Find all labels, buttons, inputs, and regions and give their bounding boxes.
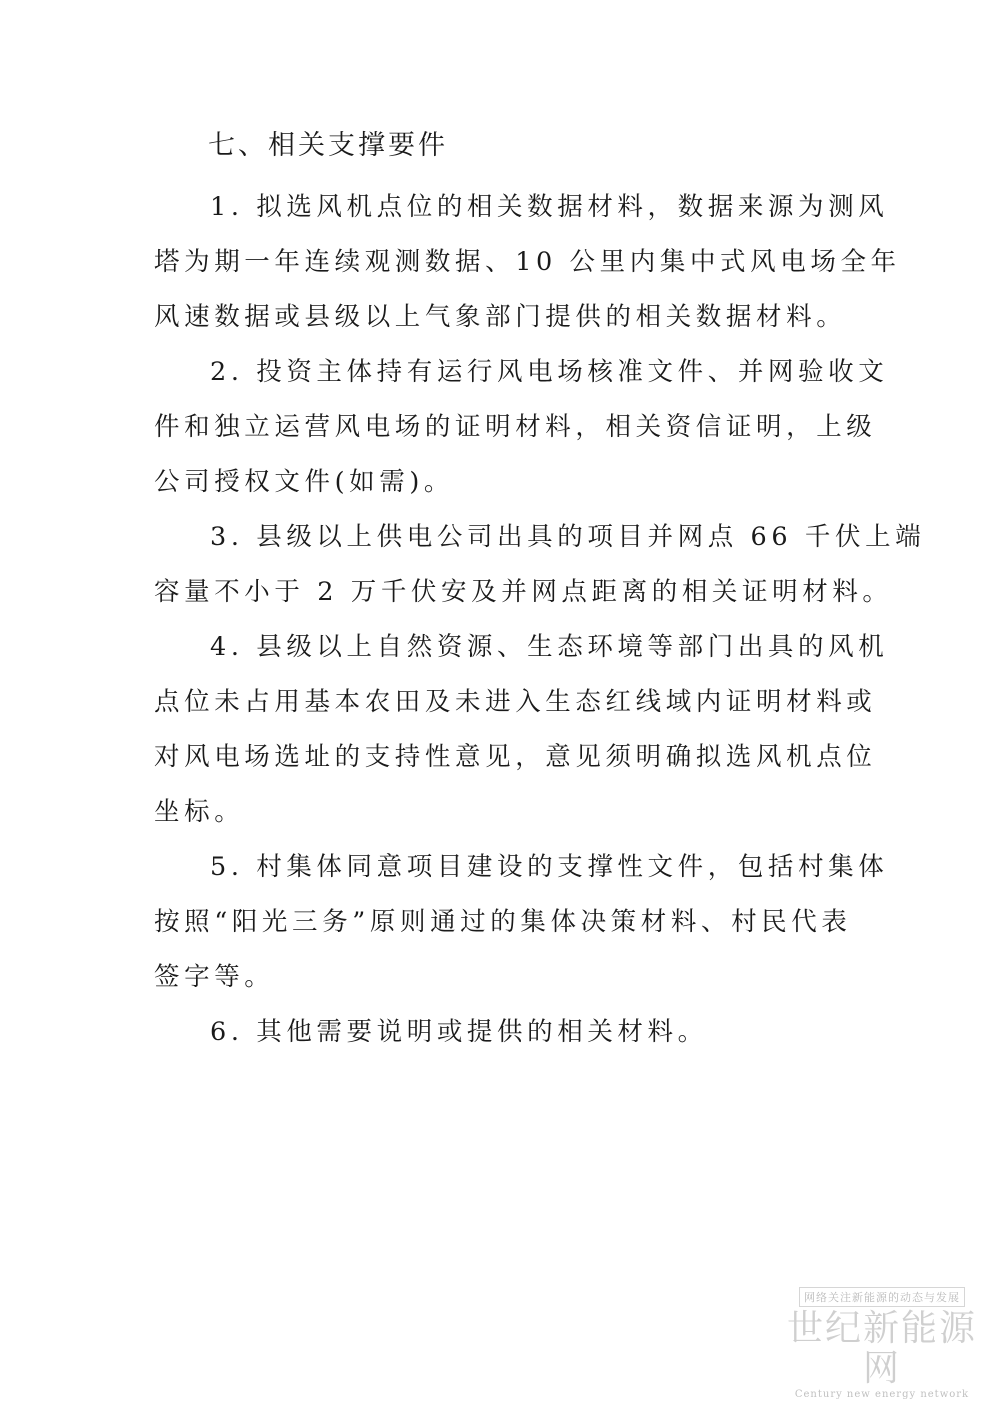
paragraph-line: 对风电场选址的支持性意见，意见须明确拟选风机点位: [154, 742, 877, 772]
paragraph-line: 3. 县级以上供电公司出具的项目并网点 66 千伏上端: [210, 522, 926, 552]
paragraph-line: 风速数据或县级以上气象部门提供的相关数据材料。: [154, 302, 847, 332]
paragraph-3: [154, 510, 926, 620]
paragraph-line: 6. 其他需要说明或提供的相关材料。: [210, 1017, 708, 1047]
paragraph-6: [154, 1005, 854, 1060]
paragraph-1: [154, 180, 901, 345]
paragraph-line: 2. 投资主体持有运行风电场核准文件、并网验收文: [210, 357, 889, 387]
paragraph-line: 公司授权文件(如需)。: [154, 467, 454, 497]
watermark-subtitle: Century new energy network: [794, 1389, 970, 1400]
paragraph-line: 5. 村集体同意项目建设的支撑性文件，包括村集体: [210, 852, 889, 882]
paragraph-5: [154, 840, 889, 1005]
paragraph-line: 件和独立运营风电场的证明材料，相关资信证明，上级: [154, 412, 877, 442]
paragraph-line: 坐标。: [154, 797, 245, 827]
paragraph-line: 4. 县级以上自然资源、生态环境等部门出具的风机: [210, 632, 889, 662]
paragraph-line: 按照“阳光三务”原则通过的集体决策材料、村民代表: [154, 907, 852, 937]
paragraph-line: 点位未占用基本农田及未进入生态红线域内证明材料或: [154, 687, 877, 717]
paragraph-2: [154, 345, 889, 510]
paragraph-line: 签字等。: [154, 962, 275, 992]
watermark-tagline: 网络关注新能源的动态与发展: [799, 1287, 965, 1307]
document-body: [154, 180, 926, 1060]
watermark-title: 世纪新能源网: [786, 1308, 977, 1389]
paragraph-line: 容量不小于 2 万千伏安及并网点距离的相关证明材料。: [154, 577, 893, 607]
site-watermark: [782, 1286, 982, 1400]
paragraph-4: [154, 620, 889, 840]
paragraph-line: 塔为期一年连续观测数据、10 公里内集中式风电场全年: [154, 247, 901, 277]
paragraph-line: 1. 拟选风机点位的相关数据材料，数据来源为测风: [210, 192, 889, 222]
section-heading: 七、相关支撑要件: [208, 130, 448, 161]
